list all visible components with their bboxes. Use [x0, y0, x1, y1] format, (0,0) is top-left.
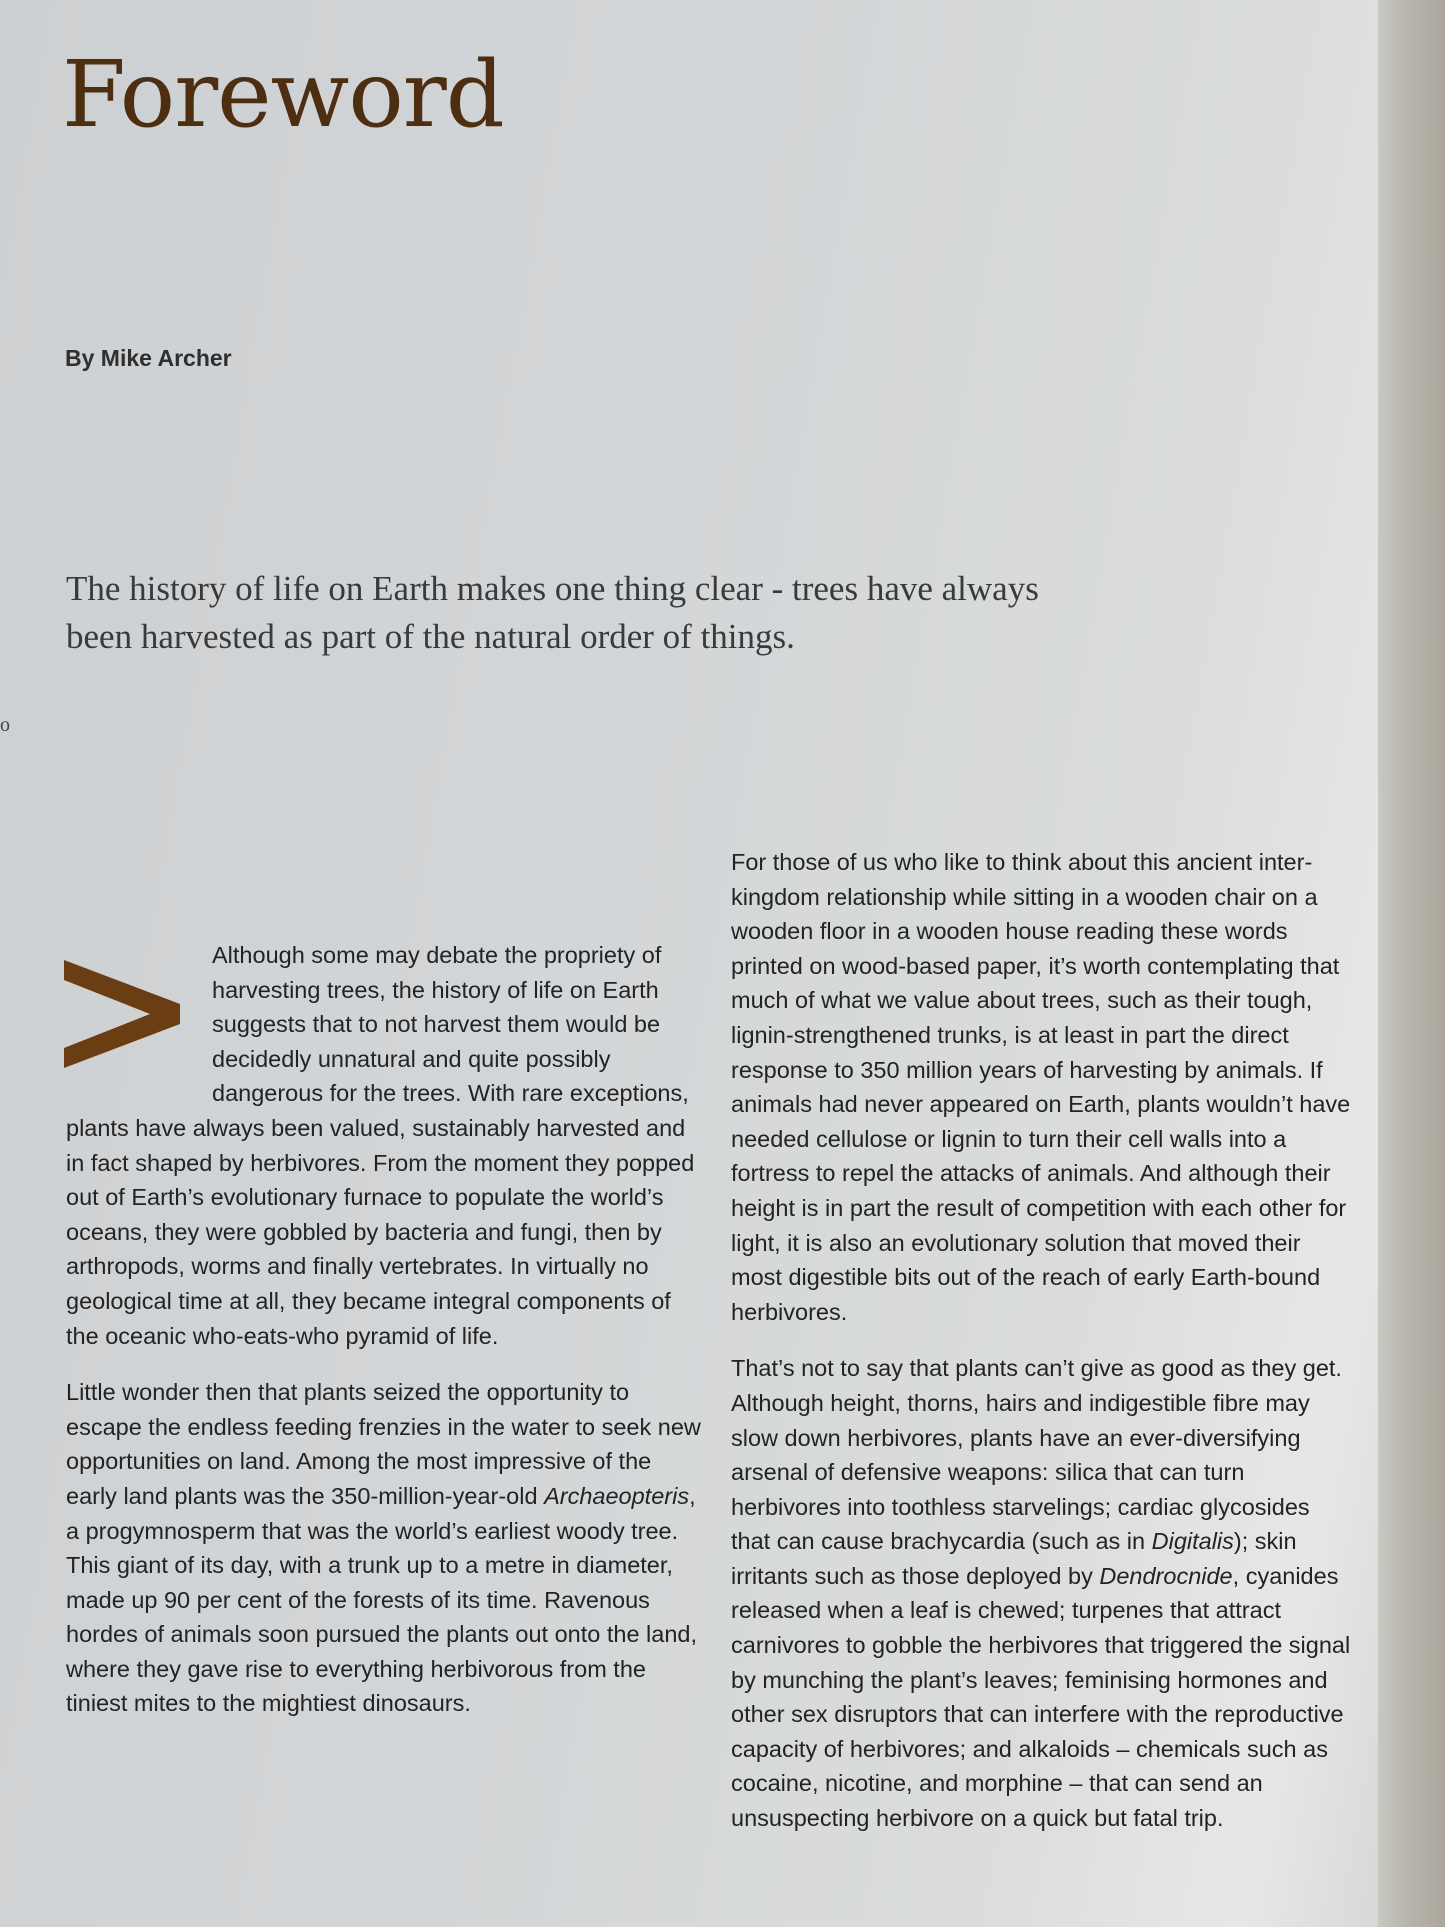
left-paragraph-2: [66, 1375, 706, 1721]
book-spine-edge: [1378, 0, 1445, 1927]
margin-mark: o: [0, 714, 10, 736]
right-paragraph-2-text-c: , cyanides released when a leaf is chewed; turpenes that attract carnivores to gobble the herbivores that triggered the signal by munching the plant’s leaves; feminising hormones and other sex disruptors that can interfere with the reproductive capacity of herbivores; and alkaloids – chemicals such as cocaine, nicotine, and morphine – that can send an unsuspecting herbivore on a quick but fatal trip.: [731, 1562, 1351, 1832]
right-paragraph-2: [731, 1351, 1351, 1835]
right-paragraph-1: For those of us who like to think about this ancient inter-kingdom relationship while sitting in a wooden chair on a wooden floor in a wooden house reading these words printed on wood-based paper, it’s worth contemplating that much of what we value about trees, such as their tough, lignin-strengthened trunks, is at least in part the direct response to 350 million years of harvesting by animals. If animals had never appeared on Earth, plants wouldn’t have needed cellulose or lignin to turn their cell walls into a fortress to repel the attacks of animals. And although their height is in part the result of competition with each other for light, it is also an evolutionary solution that moved their most digestible bits out of the reach of early Earth-bound herbivores.: [731, 849, 1351, 1325]
left-paragraph-2-text-a: Little wonder then that plants seized the opportunity to escape the endless feeding frenzies in the water to seek new opportunities on land. Among the most impressive of the early land plants was the 350-million-year-old: [66, 1379, 701, 1509]
left-column: [66, 938, 706, 1721]
right-paragraph-2-text-b: ); skin irritants such as those deployed by: [731, 1528, 1297, 1589]
left-paragraph-1-text: Although some may debate the propriety of harvesting trees, the history of life on Earth suggests that to not harvest them would be decidedly unnatural and quite possibly dangerous for the trees. With rare exceptions, plants have always been valued, sustainably harvested and in fact shaped by herbivores. From the moment they popped out of Earth’s evolutionary furnace to populate the world’s oceans, they were gobbled by bacteria and fungi, then by arthropods, worms and finally vertebrates. In virtually no geological time at all, they became integral components of the oceanic who-eats-who pyramid of life.: [66, 942, 695, 1349]
right-paragraph-2-text-a: That’s not to say that plants can’t give as good as they get. Although height, thorns, hairs and indigestible fibre may slow down herbivores, plants have an ever-diversifying arsenal of defensive weapons: silica that can turn herbivores into toothless starvelings; cardiac glycosides that can cause brachycardia (such as in: [731, 1355, 1342, 1555]
intro-pullquote: The history of life on Earth makes one thing clear - trees have always been harvested as part of the natural order of things.: [66, 569, 1039, 656]
right-column: [731, 845, 1351, 1836]
species-name-digitalis: Digitalis: [1151, 1528, 1234, 1555]
species-name-dendrocnide: Dendrocnide: [1099, 1562, 1233, 1589]
left-paragraph-2-text-b: , a progymnosperm that was the world’s earliest woody tree. This giant of its day, with a trunk up to a metre in diameter, made up 90 per cent of the forests of its time. Ravenous hordes of animals soon pursued the plants out onto the land, where they gave rise to everything herbivorous from the tiniest mites to the mightiest dinosaurs.: [66, 1482, 698, 1717]
left-paragraph-1: [66, 938, 706, 1353]
page-title: Foreword: [62, 41, 504, 148]
byline: By Mike Archer: [65, 345, 232, 371]
chevron-right-icon: [62, 948, 192, 1078]
species-name-archaeopteris: Archaeopteris: [544, 1482, 690, 1509]
